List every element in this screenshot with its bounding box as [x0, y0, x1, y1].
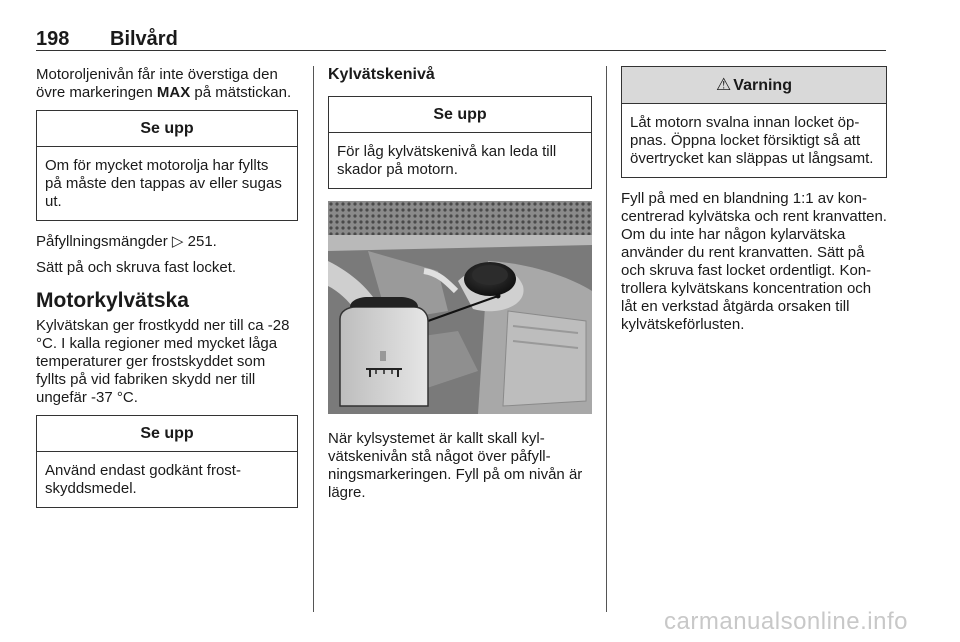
chapter-title: Bilvård — [110, 28, 178, 50]
refill-paragraph: Fyll på med en blandning 1:1 av koncentrerad kylvätska och rent kranvatten. Om du inte har någon kylarvätska använder du rent kranvatten. Sätt på och skruva fast locket ordentligt. Kontrollera kylvätskans koncentration och låt en verkstad åtgärda orsaken till kylvätskeförlusten. — [621, 190, 887, 333]
page-reference[interactable]: 251. — [187, 233, 217, 250]
column-2 — [328, 66, 592, 510]
caution-box-antifreeze — [36, 415, 298, 508]
caution-text: Använd endast godkänt frostskyddsmedel. — [45, 462, 241, 497]
caution-box-coolant-level — [328, 96, 592, 189]
engine-bay-photo — [328, 201, 592, 414]
warning-box — [621, 66, 887, 178]
section-heading-coolant: Motorkylvätska — [36, 289, 189, 312]
column-3 — [621, 66, 887, 342]
section-heading-coolant-level: Kylvätskenivå — [328, 66, 435, 83]
page-number: 198 — [36, 28, 70, 50]
column-divider — [313, 66, 314, 612]
column-divider — [606, 66, 607, 612]
warning-text: Låt motorn svalna innan locket öppnas. Öppna locket försiktigt så att övertrycket kan släppas ut långsamt. — [630, 114, 874, 167]
coolant-level-paragraph: När kylsystemet är kallt skall kylvätskenivån stå något över påfyllningsmarkeringen. Fyll på om nivån är lägre. — [328, 430, 583, 501]
caution-text: Om för mycket motorolja har fyllts på måste den tappas av eller sugas ut. — [45, 157, 282, 210]
caution-title: Se upp — [37, 416, 297, 452]
caution-text: För låg kylvätskenivå kan leda till skador på motorn. — [337, 143, 557, 178]
caution-title: Se upp — [329, 97, 591, 133]
warning-triangle-icon: ⚠ — [716, 75, 732, 94]
coolant-paragraph: Kylvätskan ger frostkydd ner till ca -28 °C. I kalla regioner med mycket låga temperaturer ger frostskyddet som fyllts på vid fabriken skydd ner till ungefär -37 °C. — [36, 317, 290, 406]
coolant-reservoir-illustration — [328, 201, 592, 414]
caution-box-oil — [36, 110, 298, 221]
warning-title-bar — [622, 67, 886, 104]
page-header — [36, 28, 886, 52]
page-reference-icon: ▷ — [171, 233, 184, 250]
warning-title: Varning — [733, 77, 792, 94]
max-marking: MAX — [156, 84, 191, 101]
fill-quantities: Påfyllningsmängder ▷ 251. — [36, 233, 217, 250]
header-divider — [36, 50, 886, 51]
close-cap-text: Sätt på och skruva fast locket. — [36, 259, 237, 276]
caution-title: Se upp — [37, 111, 297, 147]
column-1 — [36, 66, 298, 520]
watermark: carmanualsonline.info — [664, 608, 908, 635]
oil-level-paragraph: Motoroljenivån får inte överstiga den övre markeringen MAX på mätstickan. — [36, 66, 292, 101]
